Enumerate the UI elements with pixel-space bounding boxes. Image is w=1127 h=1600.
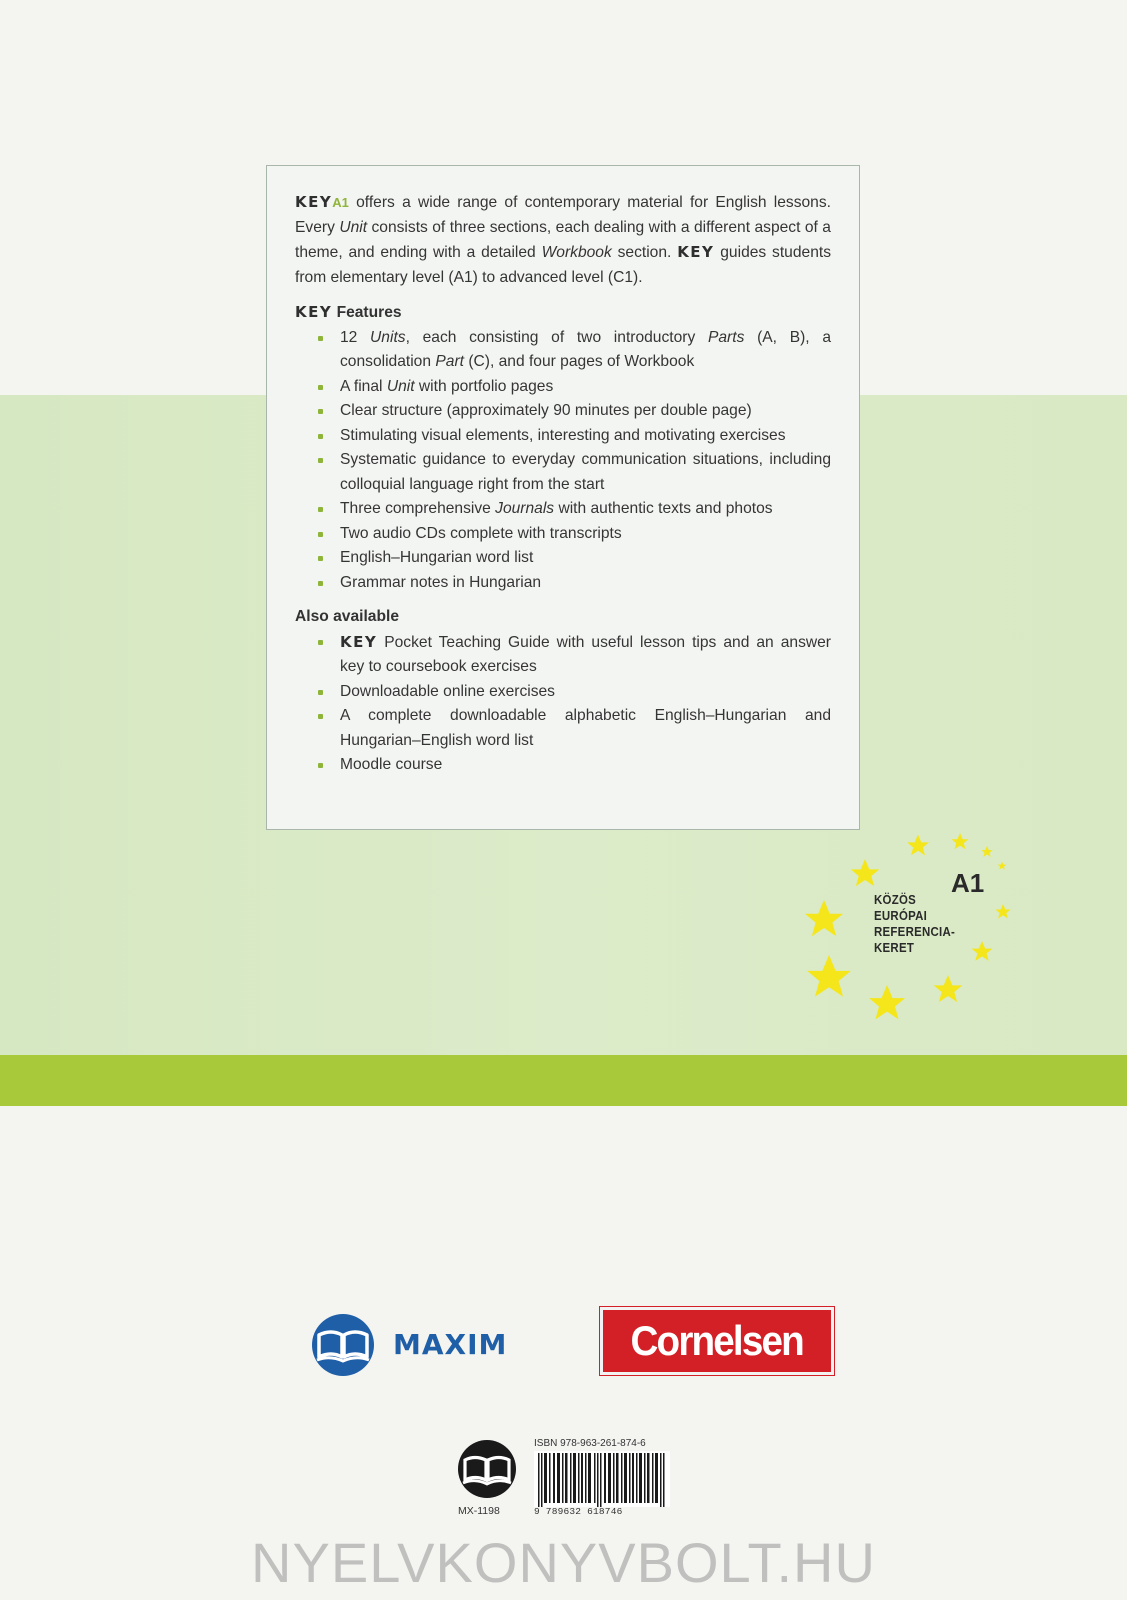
- maxim-name: MAXIM: [393, 1328, 508, 1361]
- maxim-book-icon: [454, 1438, 522, 1502]
- cefr-level: A1: [951, 868, 985, 898]
- list-item: [310, 326, 831, 375]
- features-list: [295, 326, 831, 596]
- list-item: A complete downloadable alphabetic English–Hungarian and Hungarian–English word list: [310, 704, 831, 753]
- cefr-line: EURÓPAI: [874, 908, 928, 923]
- feature-text: (A, B), a consolidation: [340, 328, 831, 370]
- cornelsen-logo: [600, 1307, 834, 1375]
- feature-text: with portfolio pages: [414, 377, 554, 395]
- intro-paragraph: [295, 190, 831, 290]
- cefr-line: KERET: [874, 940, 915, 955]
- key-logo-text: KEY: [340, 632, 378, 651]
- cefr-line: REFERENCIA-: [874, 924, 956, 939]
- list-item: [310, 497, 831, 522]
- intro-unit-word: Unit: [339, 218, 368, 236]
- features-heading-text: Features: [332, 304, 402, 321]
- feature-text: Three comprehensive: [340, 500, 496, 517]
- cornelsen-name: Cornelsen: [630, 1317, 804, 1364]
- feature-italic: Unit: [386, 377, 415, 395]
- feature-text: (C), and four pages of Workbook: [463, 353, 695, 370]
- barcode-icon: [534, 1451, 670, 1507]
- list-item: Systematic guidance to everyday communication situations, including colloquial language right from the start: [310, 448, 831, 497]
- feature-italic: Parts: [707, 328, 745, 346]
- key-logo-text: KEY: [295, 303, 333, 321]
- level-tag: A1: [332, 195, 349, 210]
- list-item: Downloadable online exercises: [310, 680, 831, 705]
- intro-text: guides students from elementary level (A1) to advanced level (C1).: [295, 244, 831, 286]
- feature-italic: Part: [435, 353, 464, 370]
- list-item: Stimulating visual elements, interesting and motivating exercises: [310, 424, 831, 449]
- feature-text: 12: [340, 328, 371, 346]
- also-available-list: [295, 630, 831, 778]
- features-heading: [295, 300, 831, 326]
- info-box: [266, 165, 860, 830]
- key-logo-text: KEY: [677, 243, 715, 261]
- product-code: MX-1198: [458, 1505, 500, 1517]
- feature-italic: Units: [370, 328, 406, 346]
- list-item: [310, 630, 831, 680]
- feature-text: , each consisting of two introductory: [405, 328, 708, 346]
- intro-text: consists of three sections, each dealing with a different aspect of a theme, and ending with a detailed: [295, 218, 831, 261]
- maxim-logo: [309, 1313, 534, 1377]
- intro-workbook-word: Workbook: [541, 244, 612, 261]
- list-item: Moodle course: [310, 753, 831, 778]
- list-item: English–Hungarian word list: [310, 546, 831, 571]
- cefr-badge: [790, 830, 1030, 1030]
- key-logo-text: KEY: [295, 193, 333, 211]
- list-item: Clear structure (approximately 90 minutes per double page): [310, 399, 831, 424]
- list-item: [310, 375, 831, 400]
- barcode-block: [454, 1438, 674, 1520]
- isbn-text: ISBN 978-963-261-874-6: [534, 1438, 646, 1449]
- intro-text: section.: [611, 244, 678, 261]
- lime-stripe: [0, 1055, 1127, 1106]
- feature-italic: Journals: [495, 500, 555, 517]
- list-item: Grammar notes in Hungarian: [310, 571, 831, 596]
- watermark: NYELVKONYVBOLT.HU: [251, 1531, 876, 1594]
- intro-text: offers a wide range of contemporary material for English lessons. Every: [295, 194, 831, 236]
- cefr-label: [874, 892, 955, 956]
- also-available-heading: Also available: [295, 608, 400, 625]
- barcode-digits: 9 789632 618746: [534, 1506, 623, 1517]
- feature-text: with authentic texts and photos: [554, 500, 773, 517]
- open-book-icon: [309, 1313, 379, 1377]
- feature-text: A final: [340, 377, 387, 395]
- also-text: Pocket Teaching Guide with useful lesson tips and an answer key to coursebook exercises: [340, 633, 831, 675]
- cefr-line: KÖZÖS: [874, 892, 917, 907]
- list-item: Two audio CDs complete with transcripts: [310, 522, 831, 547]
